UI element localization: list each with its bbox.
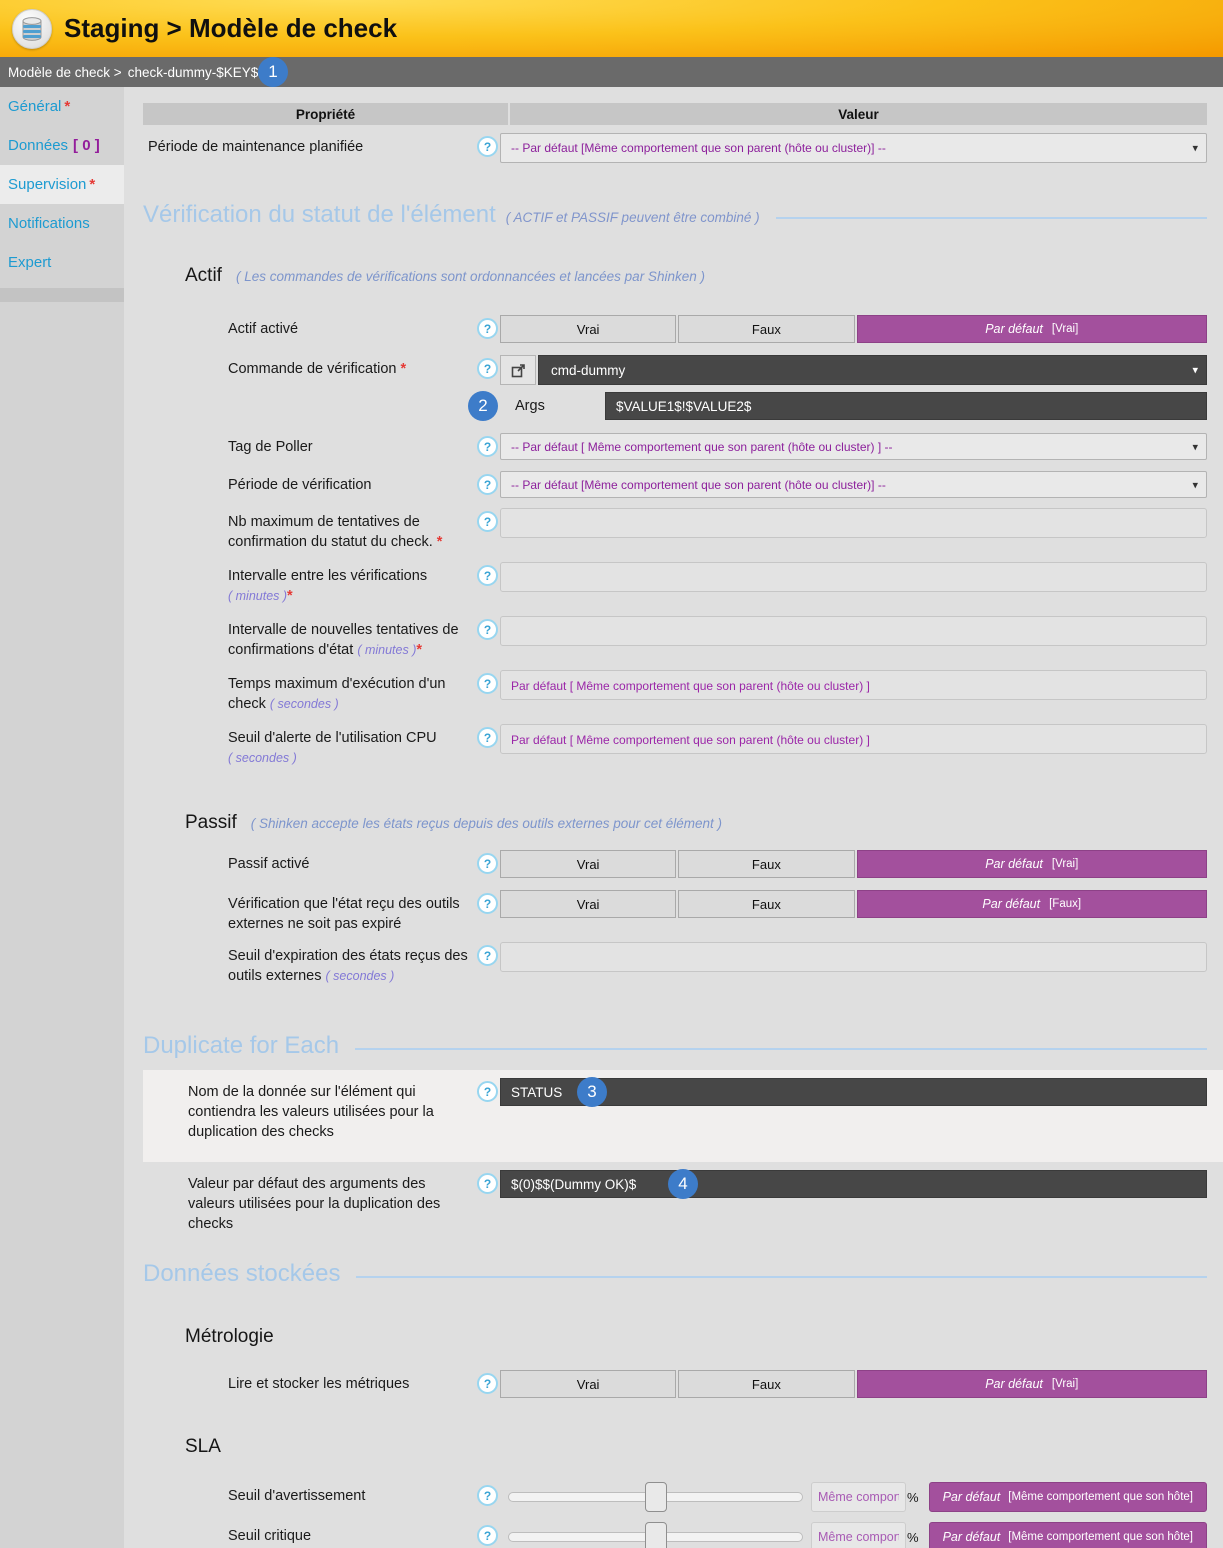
default-button[interactable]: [857, 315, 1208, 343]
process-perf-tristate: [500, 1370, 1207, 1398]
column-header-value: Valeur: [510, 103, 1207, 125]
required-asterisk: *: [89, 176, 96, 193]
retry-interval-input[interactable]: [500, 616, 1207, 646]
field-label: Seuil critique: [228, 1528, 312, 1544]
sla-warning-default-button[interactable]: [929, 1482, 1207, 1512]
subsection-note: ( Shinken accepte les états reçus depuis des outils externes pour cet élément ): [250, 816, 723, 831]
default-button[interactable]: [857, 850, 1208, 878]
subsection-title: Métrologie: [185, 1326, 274, 1347]
field-label: Période de maintenance planifiée: [148, 139, 364, 155]
help-icon[interactable]: ?: [477, 893, 498, 914]
caret-down-icon: ▾: [1192, 364, 1198, 377]
breadcrumb-path[interactable]: Modèle de check >: [8, 64, 122, 80]
check-command-select[interactable]: [538, 355, 1207, 385]
freshness-threshold-row: [143, 942, 1207, 986]
help-icon[interactable]: ?: [477, 1173, 498, 1194]
default-value: [Même comportement que son hôte]: [1008, 1531, 1193, 1543]
subsection-title: SLA: [185, 1436, 221, 1457]
unit-label: ( secondes ): [325, 969, 395, 983]
section-title: Données stockées: [143, 1260, 341, 1287]
field-label: Passif activé: [228, 856, 310, 872]
field-label: Actif activé: [228, 321, 299, 337]
check-period-row: [143, 471, 1207, 498]
section-title: Vérification du statut de l'élément: [143, 201, 496, 228]
default-value: [Vrai]: [1051, 323, 1079, 335]
subsection-passif: [185, 812, 1207, 834]
sla-critical-slider[interactable]: [508, 1522, 803, 1548]
select-value: -- Par défaut [Même comportement que son parent (hôte ou cluster)] --: [511, 141, 886, 155]
true-button[interactable]: Vrai: [500, 315, 676, 343]
default-label: Par défaut: [985, 322, 1043, 336]
help-icon[interactable]: ?: [477, 358, 498, 379]
default-value: [Même comportement que son hôte]: [1008, 1491, 1193, 1503]
sla-critical-row: [143, 1522, 1207, 1548]
maintenance-row: [143, 133, 1207, 163]
false-button[interactable]: Faux: [678, 315, 854, 343]
max-attempts-input[interactable]: [500, 508, 1207, 538]
default-label: Par défaut: [985, 857, 1043, 871]
sidebar-item-label: Expert: [8, 254, 52, 271]
help-icon[interactable]: ?: [477, 318, 498, 339]
required-asterisk: *: [64, 98, 71, 115]
sidebar-item-expert[interactable]: [0, 243, 124, 282]
check-interval-row: [143, 562, 1207, 606]
args-label: Args: [515, 398, 545, 414]
subsection-note: ( Les commandes de vérifications sont ordonnancées et lancées par Shinken ): [235, 269, 705, 284]
help-icon[interactable]: ?: [477, 1373, 498, 1394]
command-args-row: [143, 391, 1207, 421]
annotation-badge-1: 1: [258, 57, 288, 87]
help-icon[interactable]: ?: [477, 945, 498, 966]
default-label: Par défaut: [942, 1490, 1001, 1504]
help-icon[interactable]: ?: [477, 436, 498, 457]
section-rule: [356, 1276, 1207, 1278]
slider-handle[interactable]: [645, 1482, 667, 1512]
sidebar-item-supervision[interactable]: [0, 165, 124, 204]
slider-handle[interactable]: [645, 1522, 667, 1548]
sidebar-item-label: Notifications: [8, 215, 90, 232]
sidebar: [0, 87, 124, 1548]
default-label: Par défaut: [942, 1530, 1001, 1544]
check-timeout-input[interactable]: [500, 670, 1207, 700]
default-button[interactable]: [857, 1370, 1208, 1398]
breadcrumb-current: check-dummy-$KEY$: [127, 64, 259, 80]
freshness-threshold-input[interactable]: [500, 942, 1207, 972]
cpu-threshold-input[interactable]: [500, 724, 1207, 754]
duplicate-key-row: [143, 1078, 1207, 1142]
passif-enabled-row: [143, 850, 1207, 878]
poller-tag-select[interactable]: [500, 433, 1207, 460]
data-count-badge: [ 0 ]: [73, 137, 100, 154]
false-button[interactable]: Faux: [678, 890, 854, 918]
field-label: Valeur par défaut des arguments des valeurs utilisées pour la duplication des checks: [188, 1176, 441, 1232]
check-command-row: [143, 355, 1207, 385]
subsection-metrology: [185, 1326, 1207, 1348]
breadcrumb: [0, 57, 1223, 87]
section-stored-data: [143, 1260, 1207, 1288]
unit-label: ( secondes ): [269, 697, 339, 711]
sidebar-item-general[interactable]: [0, 87, 124, 126]
retry-interval-row: [143, 616, 1207, 660]
check-timeout-row: [143, 670, 1207, 714]
subsection-sla: [185, 1436, 1207, 1458]
app-header: [0, 0, 1223, 57]
section-verification: [143, 201, 1207, 229]
default-value: [Vrai]: [1051, 1378, 1079, 1390]
true-button[interactable]: Vrai: [500, 850, 676, 878]
help-icon[interactable]: ?: [477, 565, 498, 586]
caret-down-icon: ▾: [1192, 441, 1198, 453]
unit-label: ( minutes ): [228, 589, 288, 603]
field-label: Tag de Poller: [228, 439, 313, 455]
sla-warning-slider[interactable]: [508, 1482, 803, 1512]
field-label: Seuil d'alerte de l'utilisation CPU ( secondes ): [228, 730, 437, 765]
sidebar-item-label: Général: [8, 98, 62, 115]
help-icon[interactable]: ?: [477, 673, 498, 694]
default-label: Par défaut: [985, 1377, 1043, 1391]
passif-enabled-tristate: [500, 850, 1207, 878]
field-label: Période de vérification: [228, 477, 372, 493]
subsection-title: Passif: [185, 812, 237, 833]
required-asterisk: *: [436, 534, 443, 550]
field-label: Commande de vérification *: [228, 361, 407, 377]
process-perf-row: [143, 1370, 1207, 1398]
field-label: Nb maximum de tentatives de confirmation du statut du check. *: [228, 514, 443, 550]
help-icon[interactable]: ?: [477, 474, 498, 495]
sidebar-divider: [0, 288, 124, 302]
unit-label: ( minutes ): [357, 643, 417, 657]
caret-down-icon: ▾: [1192, 479, 1198, 491]
field-label: Vérification que l'état reçu des outils externes ne soit pas expiré: [228, 896, 460, 932]
help-icon[interactable]: ?: [477, 1081, 498, 1102]
select-value: -- Par défaut [Même comportement que son parent (hôte ou cluster)] --: [511, 477, 886, 492]
sla-critical-input[interactable]: [811, 1522, 906, 1548]
help-icon[interactable]: ?: [477, 136, 498, 157]
help-icon[interactable]: ?: [477, 1485, 498, 1506]
unit-label: ( secondes ): [228, 751, 297, 765]
percent-label: %: [907, 1529, 919, 1545]
default-value: [Faux]: [1049, 898, 1082, 910]
section-title: Duplicate for Each: [143, 1032, 340, 1059]
false-button[interactable]: Faux: [678, 1370, 854, 1398]
help-icon[interactable]: ?: [477, 1525, 498, 1546]
open-command-button[interactable]: [500, 355, 536, 385]
cpu-threshold-row: [143, 724, 1207, 768]
duplicate-default-row: [143, 1170, 1207, 1234]
sla-critical-default-button[interactable]: [929, 1522, 1207, 1548]
section-rule: [776, 217, 1207, 219]
field-label: Nom de la donnée sur l'élément qui contiendra les valeurs utilisées pour la duplication des checks: [188, 1084, 434, 1140]
help-icon[interactable]: ?: [477, 853, 498, 874]
sidebar-item-notifications[interactable]: [0, 204, 124, 243]
default-label: Par défaut: [982, 897, 1041, 911]
database-icon: [12, 9, 52, 49]
required-asterisk: *: [400, 361, 407, 377]
subsection-title: Actif: [185, 265, 222, 286]
sidebar-item-label: Données: [8, 137, 69, 154]
annotation-badge-4: 4: [668, 1169, 698, 1199]
annotation-badge-3: 3: [577, 1077, 607, 1107]
help-icon[interactable]: ?: [477, 727, 498, 748]
field-label: Intervalle de nouvelles tentatives de confirmations d'état ( minutes )*: [228, 622, 459, 658]
property-table-header: [143, 103, 1207, 125]
true-button[interactable]: Vrai: [500, 1370, 676, 1398]
freshness-check-row: [143, 890, 1207, 934]
field-label: Intervalle entre les vérifications ( minutes )*: [228, 568, 428, 604]
section-rule: [355, 1048, 1207, 1050]
duplicate-key-row-highlight: [143, 1070, 1223, 1162]
field-label: Lire et stocker les métriques: [228, 1376, 410, 1392]
select-value: -- Par défaut [ Même comportement que son parent (hôte ou cluster) ] --: [511, 439, 893, 454]
default-button[interactable]: [857, 890, 1208, 918]
sla-warning-input[interactable]: [811, 1482, 906, 1512]
actif-enabled-tristate: [500, 315, 1207, 343]
section-note: ( ACTIF et PASSIF peuvent être combiné ): [505, 210, 760, 225]
duplicate-default-input[interactable]: [500, 1170, 1207, 1198]
args-input[interactable]: [605, 392, 1207, 420]
check-period-select[interactable]: [500, 471, 1207, 498]
maintenance-period-select[interactable]: [500, 133, 1207, 163]
check-interval-input[interactable]: [500, 562, 1207, 592]
select-value: cmd-dummy: [551, 362, 626, 378]
sidebar-item-label: Supervision: [8, 176, 87, 193]
default-value: [Vrai]: [1051, 858, 1079, 870]
poller-tag-row: [143, 433, 1207, 460]
true-button[interactable]: Vrai: [500, 890, 676, 918]
caret-down-icon: ▾: [1192, 142, 1198, 155]
field-label: Seuil d'expiration des états reçus des outils externes ( secondes ): [228, 948, 468, 984]
help-icon[interactable]: ?: [477, 511, 498, 532]
page-title: Staging > Modèle de check: [64, 13, 398, 43]
help-icon[interactable]: ?: [477, 619, 498, 640]
column-header-property: Propriété: [143, 103, 508, 125]
percent-label: %: [907, 1489, 919, 1505]
field-label: Temps maximum d'exécution d'un check ( secondes ): [228, 676, 446, 712]
main-content: [124, 87, 1223, 1548]
freshness-check-tristate: [500, 890, 1207, 918]
section-duplicate: [143, 1032, 1207, 1060]
required-asterisk: *: [416, 642, 423, 658]
max-attempts-row: [143, 508, 1207, 552]
annotation-badge-2: 2: [468, 391, 498, 421]
field-label: Seuil d'avertissement: [228, 1488, 366, 1504]
subsection-actif: [185, 265, 1207, 287]
external-link-icon: [511, 363, 526, 378]
actif-enabled-row: [143, 315, 1207, 343]
required-asterisk: *: [287, 588, 293, 604]
sidebar-item-donnees[interactable]: [0, 126, 124, 165]
sla-warning-row: [143, 1482, 1207, 1512]
false-button[interactable]: Faux: [678, 850, 854, 878]
